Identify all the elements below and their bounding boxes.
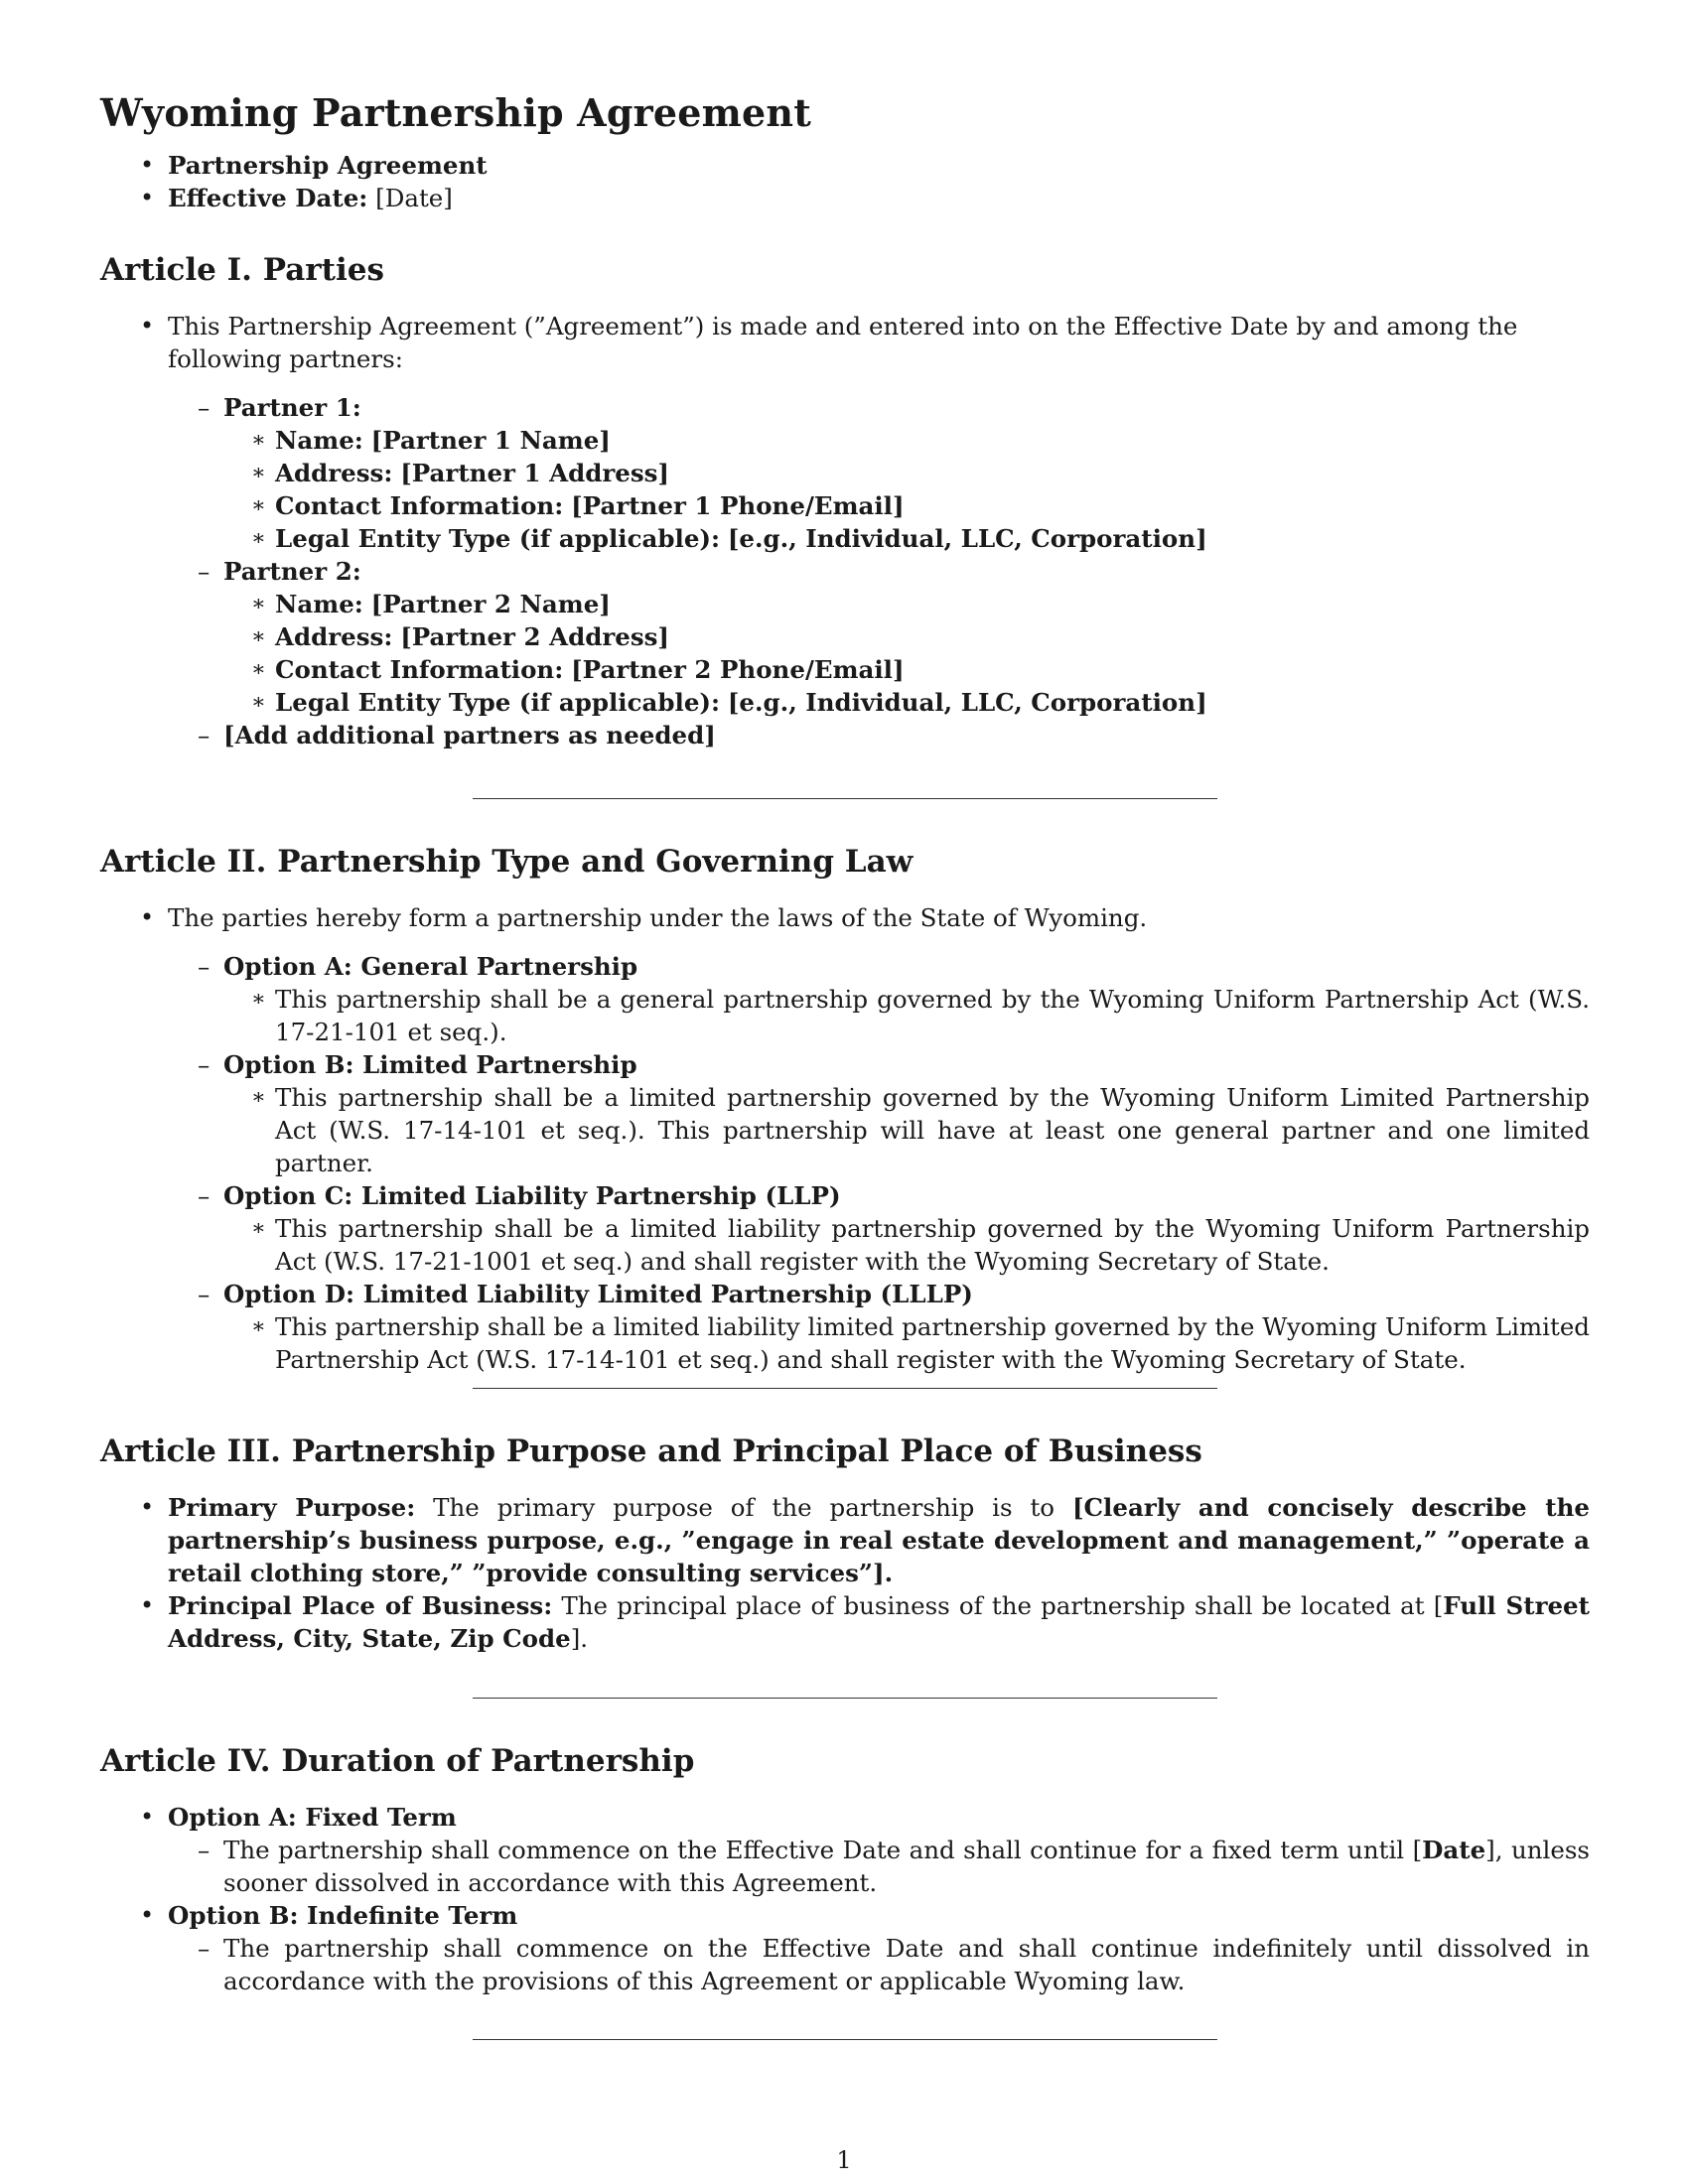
article-2-intro: • The parties hereby form a partnership under the laws of the State of Wyoming. – Option A: General Partnership ∗ This partnership shall be a general partnership governed by the Wyoming Uniform Partnership Act (W.S. 17-21-101 et seq.). – Option B: Limited Partnership ∗ This partnership shall be a limited partnership governed by the Wyoming Uniform Limited Partnership Act (W.S. 17-14-101 et seq.). This partnership will have at least one general partner and one limited partner. – Option C: Limited Liability Partnership (LLP) ∗ This partnership shall be a limited liability partnership governed by the Wyoming Uniform Partnership Act (W.S. 17-21-1001 et seq.) and shall register with the Wyoming Secretary of State. – Option D: Limited Liability Limited Partnership (LLLP) ∗ This partnership shall be a limited liability limited partnership governed by the Wyoming Uniform Limited Partnership Act (W.S. 17-14-101 et seq.) and shall register with the Wyoming Secretary of State. xyxy=(100,901,1590,1376)
principal-place: • Principal Place of Business: The principal place of business of the partnership shall be located at [Full Street Address, City, State, Zip Code]. xyxy=(100,1589,1590,1655)
partner-1-details xyxy=(223,424,1590,555)
header-item-agreement: • Partnership Agreement xyxy=(100,149,1590,182)
article-1-intro: • This Partnership Agreement (”Agreement”) is made and entered into on the Effective Date by and among the following partners: – Partner 1: ∗ Name: [Partner 1 Name] ∗ Address: [Partner 1 Address] ∗ Contact Information: [Partner 1 Phone/Email] ∗ Legal Entity Type (if applicable): [e.g., Individual, LLC, Corporation] – Partner 2: ∗ Name: [Partner 2 Name] ∗ Address: [Partner 2 Address] ∗ Contact Information: [Partner 2 Phone/Email] ∗ Legal Entity Type (if applicable): [e.g., Individual, LLC, Corporation] – [Add additional partners as needed] xyxy=(100,310,1590,751)
header-list xyxy=(100,149,1590,214)
article-3-list xyxy=(100,1491,1590,1655)
option-c-llp: – Option C: Limited Liability Partnership (LLP) ∗ This partnership shall be a limited liability partnership governed by the Wyoming Uniform Partnership Act (W.S. 17-21-1001 et seq.) and shall register with the Wyoming Secretary of State. xyxy=(168,1179,1590,1278)
primary-purpose: • Primary Purpose: The primary purpose of the partnership is to [Clearly and concisely describe the partnership’s business purpose, e.g., ”engage in real estate development and management,” ”operate a retail clothing store,” ”provide consulting services”]. xyxy=(100,1491,1590,1589)
partner-1-entity: ∗ Legal Entity Type (if applicable): [e.g., Individual, LLC, Corporation] xyxy=(223,522,1590,555)
duration-option-b: • Option B: Indefinite Term – The partnership shall commence on the Effective Date and shall continue indefinitely until dissolved in accordance with the provisions of this Agreement or applicable Wyoming law. xyxy=(100,1899,1590,1997)
partner-1-name: ∗ Name: [Partner 1 Name] xyxy=(223,424,1590,457)
option-a-general: – Option A: General Partnership ∗ This partnership shall be a general partnership governed by the Wyoming Uniform Partnership Act (W.S. 17-21-101 et seq.). xyxy=(168,950,1590,1048)
partner-2-name: ∗ Name: [Partner 2 Name] xyxy=(223,588,1590,620)
partner-2: – Partner 2: ∗ Name: [Partner 2 Name] ∗ Address: [Partner 2 Address] ∗ Contact Information: [Partner 2 Phone/Email] ∗ Legal Entity Type (if applicable): [e.g., Individual, LLC, Corporation] xyxy=(168,555,1590,719)
partner-2-contact: ∗ Contact Information: [Partner 2 Phone/Email] xyxy=(223,653,1590,686)
additional-partners: – [Add additional partners as needed] xyxy=(168,719,1590,751)
partner-2-entity: ∗ Legal Entity Type (if applicable): [e.g., Individual, LLC, Corporation] xyxy=(223,686,1590,719)
page-number: 1 xyxy=(836,2146,852,2174)
effective-date-value: [Date] xyxy=(375,184,453,212)
partner-2-address: ∗ Address: [Partner 2 Address] xyxy=(223,620,1590,653)
article-1-heading: Article I. Parties xyxy=(100,252,384,288)
article-2-heading: Article II. Partnership Type and Governing Law xyxy=(100,844,914,880)
document-title: Wyoming Partnership Agreement xyxy=(100,90,811,135)
article-1-list xyxy=(100,310,1590,751)
article-2-list xyxy=(100,901,1590,1376)
partners-list xyxy=(168,391,1590,751)
section-divider-1 xyxy=(473,798,1217,799)
duration-option-a: • Option A: Fixed Term – The partnership shall commence on the Effective Date and shall continue for a fixed term until [Date], unless sooner dissolved in accordance with this Agreement. xyxy=(100,1801,1590,1899)
partner-1-contact: ∗ Contact Information: [Partner 1 Phone/Email] xyxy=(223,489,1590,522)
option-a-text: ∗ This partnership shall be a general partnership governed by the Wyoming Uniform Partnership Act (W.S. 17-21-101 et seq.). xyxy=(223,983,1590,1048)
partner-2-details xyxy=(223,588,1590,719)
article-3-heading: Article III. Partnership Purpose and Principal Place of Business xyxy=(100,1433,1202,1469)
section-divider-4 xyxy=(473,2039,1217,2040)
header-item-effective-date: • Effective Date: [Date] xyxy=(100,182,1590,214)
option-b-text: ∗ This partnership shall be a limited partnership governed by the Wyoming Uniform Limited Partnership Act (W.S. 17-14-101 et seq.). This partnership will have at least one general partner and one limited partner. xyxy=(223,1081,1590,1179)
option-c-text: ∗ This partnership shall be a limited liability partnership governed by the Wyoming Uniform Partnership Act (W.S. 17-21-1001 et seq.) and shall register with the Wyoming Secretary of State. xyxy=(223,1212,1590,1278)
option-d-lllp: – Option D: Limited Liability Limited Partnership (LLLP) ∗ This partnership shall be a limited liability limited partnership governed by the Wyoming Uniform Limited Partnership Act (W.S. 17-14-101 et seq.) and shall register with the Wyoming Secretary of State. xyxy=(168,1278,1590,1376)
section-divider-3 xyxy=(473,1698,1217,1699)
option-d-text: ∗ This partnership shall be a limited liability limited partnership governed by the Wyoming Uniform Limited Partnership Act (W.S. 17-14-101 et seq.) and shall register with the Wyoming Secretary of State. xyxy=(223,1310,1590,1376)
partner-1-address: ∗ Address: [Partner 1 Address] xyxy=(223,457,1590,489)
partnership-type-options xyxy=(168,950,1590,1376)
section-divider-2 xyxy=(473,1388,1217,1389)
duration-option-b-text: – The partnership shall commence on the Effective Date and shall continue indefinitely until dissolved in accordance with the provisions of this Agreement or applicable Wyoming law. xyxy=(168,1932,1590,1997)
duration-option-a-text: – The partnership shall commence on the Effective Date and shall continue for a fixed term until [Date], unless sooner dissolved in accordance with this Agreement. xyxy=(168,1834,1590,1899)
article-4-heading: Article IV. Duration of Partnership xyxy=(100,1743,695,1779)
article-4-list xyxy=(100,1801,1590,1997)
option-b-limited: – Option B: Limited Partnership ∗ This partnership shall be a limited partnership governed by the Wyoming Uniform Limited Partnership Act (W.S. 17-14-101 et seq.). This partnership will have at least one general partner and one limited partner. xyxy=(168,1048,1590,1179)
partner-1: – Partner 1: ∗ Name: [Partner 1 Name] ∗ Address: [Partner 1 Address] ∗ Contact Information: [Partner 1 Phone/Email] ∗ Legal Entity Type (if applicable): [e.g., Individual, LLC, Corporation] xyxy=(168,391,1590,555)
